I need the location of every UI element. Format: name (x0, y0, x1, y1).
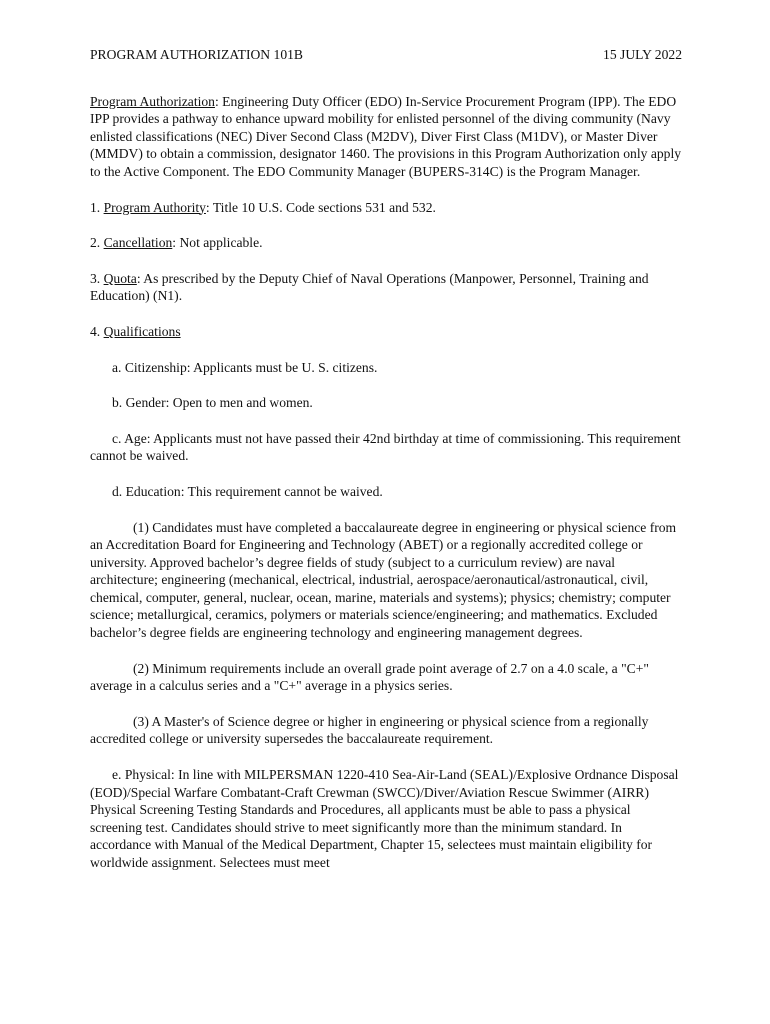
section-1 (90, 199, 682, 217)
header-date: 15 JULY 2022 (603, 47, 682, 62)
section-3-number: 3. (90, 270, 104, 286)
header-title: PROGRAM AUTHORIZATION 101B (90, 47, 303, 62)
section-4-label: Qualifications (103, 323, 181, 339)
qualification-citizenship: a. Citizenship: Applicants must be U. S. citizens. (112, 359, 378, 375)
education-item-2: (2) Minimum requirements include an overall grade point average of 2.7 on a 4.0 scale, a "C+" average in a calculus series and a "C+" average in a physics series. (90, 660, 649, 694)
section-4 (90, 323, 682, 341)
section-3-label: Quota (103, 270, 137, 286)
section-2-text: : Not applicable. (172, 235, 263, 251)
section-2 (90, 234, 682, 252)
section-1-number: 1. (90, 199, 104, 215)
education-item-1: (1) Candidates must have completed a baccalaureate degree in engineering or physical science from an Accreditation Board for Engineering and Technology (ABET) or a regionally accredited college or university. Approved bachelor’s degree fields of study (subject to a curriculum review) are naval architecture; engineering (mechanical, electrical, industrial, aerospace/aeronautical/astronautical, civil, chemical, computer, general, nuclear, ocean, marine, materials and systems); physics; chemistry; computer science; metallurgical, ceramics, polymers or materials science/engineering; and mathematics. Excluded bachelor’s degree fields are engineering technology and engineering management degrees. (90, 519, 677, 641)
qualification-age: c. Age: Applicants must not have passed their 42nd birthday at time of commissioning. This requirement cannot be waived. (90, 430, 681, 464)
document-header (90, 46, 682, 64)
education-item-3: (3) A Master's of Science degree or higher in engineering or physical science from a regionally accredited college or university supersedes the baccalaureate requirement. (90, 713, 649, 747)
section-1-label: Program Authority (103, 199, 206, 215)
qualification-gender: b. Gender: Open to men and women. (112, 395, 313, 411)
section-2-number: 2. (90, 235, 104, 251)
section-3 (90, 270, 682, 305)
section-2-label: Cancellation (103, 235, 173, 251)
section-3-text: : As prescribed by the Deputy Chief of Naval Operations (Manpower, Personnel, Training and Education) (N1). (90, 270, 649, 304)
section-4-number: 4. (90, 323, 104, 339)
document-page (90, 46, 682, 890)
qualification-education: d. Education: This requirement cannot be waived. (112, 483, 383, 499)
intro-paragraph (90, 93, 682, 181)
intro-text: : Engineering Duty Officer (EDO) In-Service Procurement Program (IPP). The EDO IPP provides a pathway to enhance upward mobility for enlisted personnel of the diving community (Navy enlisted classifications (NEC) Diver Second Class (M2DV), Diver First Class (M1DV), or Master Diver (MMDV) to obtain a commission, designator 1460. The provisions in this Program Authorization only apply to the Active Component. The EDO Community Manager (BUPERS-314C) is the Program Manager. (90, 93, 682, 179)
qualification-physical: e. Physical: In line with MILPERSMAN 1220-410 Sea-Air-Land (SEAL)/Explosive Ordnance Disposal (EOD)/Special Warfare Combatant-Craft Crewman (SWCC)/Diver/Aviation Rescue Swimmer (AIRR) Physical Screening Testing Standards and Procedures, all applicants must be able to pass a physical screening test. Candidates should strive to meet significantly more than the minimum standard. In accordance with Manual of the Medical Department, Chapter 15, selectees must maintain eligibility for worldwide assignment. Selectees must meet (90, 767, 679, 870)
intro-label: Program Authorization (90, 93, 215, 109)
section-1-text: : Title 10 U.S. Code sections 531 and 532. (205, 199, 436, 215)
